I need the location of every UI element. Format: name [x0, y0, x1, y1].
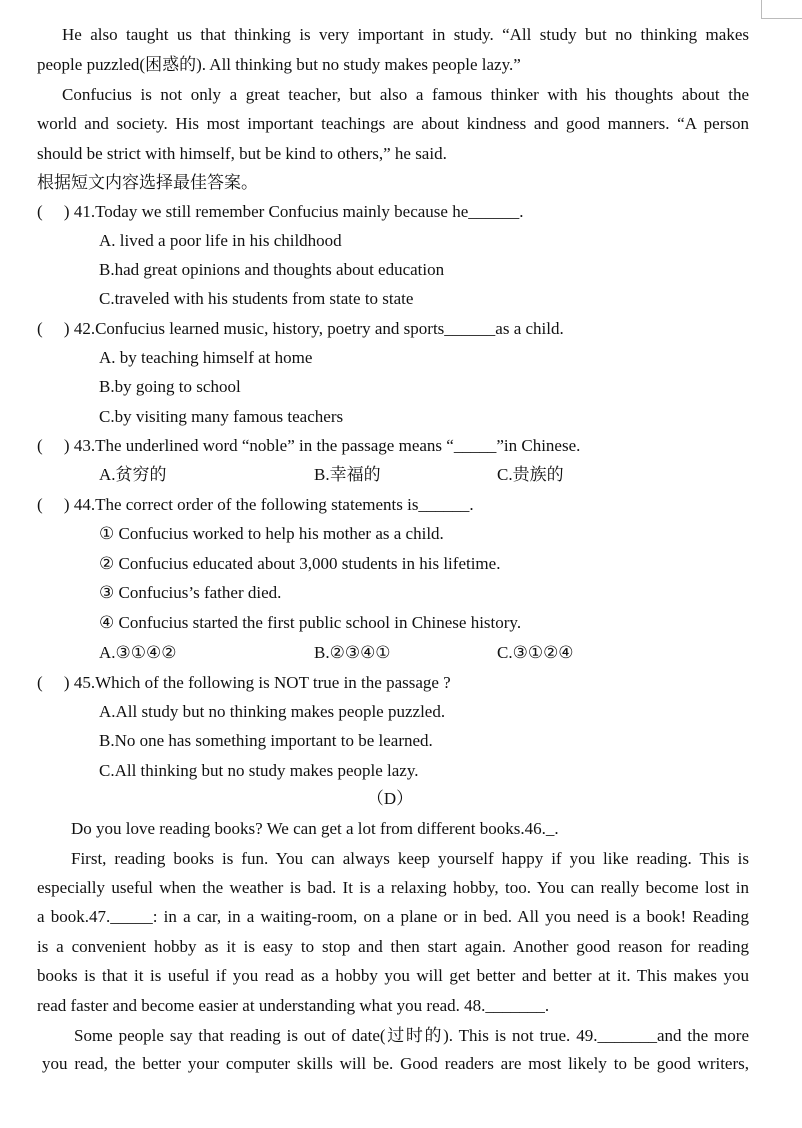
option-42-b: B.by going to school	[99, 377, 241, 396]
page-corner-mark	[761, 0, 802, 19]
section-heading-d: （D）	[366, 789, 414, 808]
question-42: ( ) 42.Confucius learned music, history, poetry and sports______as a child.	[37, 319, 564, 338]
question-44: ( ) 44.The correct order of the following statements is______.	[37, 495, 474, 514]
paragraph-line: Do you love reading books? We can get a lot from different books.46._.	[71, 819, 559, 838]
paragraph-line: especially useful when the weather is bad. It is a relaxing hobby, too. You can really become lost in	[37, 878, 749, 897]
options-43	[99, 464, 739, 486]
question-45: ( ) 45.Which of the following is NOT true in the passage ?	[37, 673, 451, 692]
option-42-c: C.by visiting many famous teachers	[99, 407, 344, 426]
statement-44-2: ② Confucius educated about 3,000 students in his lifetime.	[99, 554, 501, 573]
paragraph-line: you read, the better your computer skills will be. Good readers are most likely to be good writers,	[42, 1054, 749, 1073]
option-44-b: B.②③④①	[314, 643, 391, 662]
question-41: ( ) 41.Today we still remember Confucius mainly because he______.	[37, 202, 524, 221]
option-44-c: C.③①②④	[497, 643, 574, 662]
paragraph-line: people puzzled(困惑的). All thinking but no study makes people lazy.”	[37, 55, 521, 74]
paragraph-line: First, reading books is fun. You can always keep yourself happy if you like reading. This is	[71, 849, 749, 868]
option-45-b: B.No one has something important to be learned.	[99, 731, 433, 750]
instruction: 根据短文内容选择最佳答案。	[37, 173, 258, 192]
options-44	[99, 642, 739, 664]
paragraph-line: a book.47._____: in a car, in a waiting-room, on a plane or in bed. All you need is a book! Reading	[37, 907, 749, 926]
option-41-a: A. lived a poor life in his childhood	[99, 231, 342, 250]
statement-44-1: ① Confucius worked to help his mother as a child.	[99, 524, 444, 543]
option-43-a: A.贫穷的	[99, 465, 167, 484]
statement-44-4: ④ Confucius started the first public school in Chinese history.	[99, 613, 522, 632]
paragraph-line: should be strict with himself, but be kind to others,” he said.	[37, 144, 447, 163]
option-42-a: A. by teaching himself at home	[99, 348, 313, 367]
option-45-c: C.All thinking but no study makes people lazy.	[99, 761, 419, 780]
paragraph-line: is a convenient hobby as it is easy to stop and then start again. Another good reason for reading	[37, 937, 749, 956]
option-43-c: C.贵族的	[497, 465, 564, 484]
paragraph-line: read faster and become easier at understanding what you read. 48._______.	[37, 996, 550, 1015]
option-43-b: B.幸福的	[314, 465, 381, 484]
statement-44-3: ③ Confucius’s father died.	[99, 583, 282, 602]
option-41-b: B.had great opinions and thoughts about education	[99, 260, 445, 279]
paragraph-line: books is that it is useful if you read as a hobby you will get better and better at it. This makes you	[37, 966, 749, 985]
option-41-c: C.traveled with his students from state to state	[99, 289, 414, 308]
option-44-a: A.③①④②	[99, 643, 177, 662]
question-43: ( ) 43.The underlined word “noble” in the passage means “_____”in Chinese.	[37, 436, 581, 455]
paragraph-line: Confucius is not only a great teacher, but also a famous thinker with his thoughts about the	[62, 85, 749, 104]
paragraph-line: world and society. His most important teachings are about kindness and good manners. “A person	[37, 114, 749, 133]
paragraph-line: He also taught us that thinking is very important in study. “All study but no thinking makes	[62, 25, 749, 44]
option-45-a: A.All study but no thinking makes people puzzled.	[99, 702, 446, 721]
paragraph-line: Some people say that reading is out of date(过时的). This is not true. 49._______and the more	[74, 1026, 749, 1045]
